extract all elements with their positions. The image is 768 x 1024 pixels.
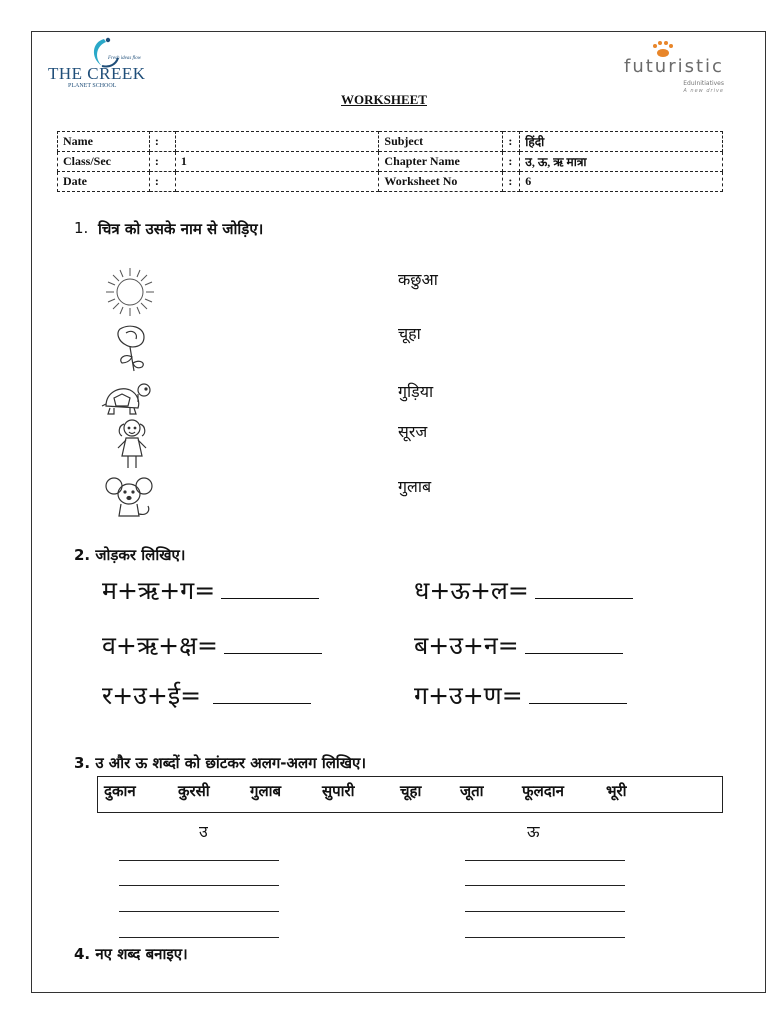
equation-text: ध+ऊ+ल= (414, 576, 529, 605)
brand-logo (622, 40, 726, 96)
column-heading-u: उ (199, 822, 208, 841)
subject-value: हिंदी (520, 132, 723, 152)
match-word: चूहा (398, 324, 421, 343)
name-label: Name (58, 132, 150, 152)
name-field[interactable] (175, 132, 379, 152)
word-bank-item: भूरी (606, 782, 627, 800)
answer-line[interactable] (465, 911, 625, 912)
school-subtitle: PLANET SCHOOL (68, 83, 117, 89)
answer-blank[interactable] (221, 580, 319, 599)
brand-subtitle: EduInitiatives (683, 80, 724, 87)
rose-icon (110, 323, 152, 375)
school-name: THE CREEK (48, 64, 146, 83)
colon: : (149, 132, 175, 152)
date-label: Date (58, 172, 150, 192)
answer-blank[interactable] (535, 580, 633, 599)
equation-text: म+ऋ+ग= (102, 576, 216, 605)
answer-line[interactable] (119, 911, 279, 912)
student-info-table (57, 131, 723, 192)
school-tagline: Fresh ideas flow (108, 56, 142, 61)
match-word: कछुआ (398, 270, 438, 289)
word-bank-item: फूलदान (522, 782, 564, 800)
word-bank-item: जूता (460, 782, 484, 800)
brand-tagline: A new drive (683, 88, 724, 94)
q1-number: 1. (74, 219, 89, 237)
answer-blank[interactable] (213, 685, 311, 704)
answer-blank[interactable] (529, 685, 627, 704)
word-bank-item: सुपारी (322, 782, 355, 800)
worksheet-no-value: 6 (520, 172, 723, 192)
column-heading-uu: ऊ (527, 822, 540, 841)
equation-text: ग+उ+ण= (414, 681, 523, 710)
colon: : (503, 152, 520, 172)
match-word: गुड़िया (398, 382, 434, 401)
date-field[interactable] (175, 172, 379, 192)
equation-text: र+उ+ई= (102, 681, 202, 710)
answer-blank[interactable] (224, 635, 322, 654)
chapter-value: उ, ऊ, ऋ मात्रा (520, 152, 723, 172)
colon: : (503, 172, 520, 192)
mouse-icon (104, 474, 154, 522)
q4-instruction: 4. नए शब्द बनाइए। (74, 945, 188, 963)
info-row (58, 152, 723, 172)
equation-row (102, 628, 322, 662)
match-word: सूरज (398, 422, 428, 441)
answer-line[interactable] (465, 937, 625, 938)
colon: : (503, 132, 520, 152)
chapter-label: Chapter Name (379, 152, 503, 172)
q3-instruction: 3. उ और ऊ शब्दों को छांटकर अलग-अलग लिखिए। (74, 754, 367, 772)
class-value: 1 (175, 152, 379, 172)
word-bank-item: चूहा (400, 782, 422, 800)
answer-line[interactable] (465, 860, 625, 861)
answer-line[interactable] (119, 885, 279, 886)
equation-row (414, 628, 623, 662)
worksheet-title: WORKSHEET (341, 92, 427, 107)
turtle-icon (100, 380, 152, 418)
equation-text: व+ऋ+क्ष= (102, 631, 218, 660)
word-bank-item: दुकान (104, 782, 136, 800)
brand-name: futuristic (624, 56, 724, 77)
equation-row (414, 678, 627, 712)
subject-label: Subject (379, 132, 503, 152)
school-logo (48, 36, 160, 92)
info-row (58, 172, 723, 192)
answer-line[interactable] (119, 860, 279, 861)
answer-blank[interactable] (525, 635, 623, 654)
q2-instruction: 2. जोड़कर लिखिए। (74, 546, 186, 564)
match-word: गुलाब (398, 477, 432, 496)
info-row (58, 132, 723, 152)
class-label: Class/Sec (58, 152, 150, 172)
colon: : (149, 172, 175, 192)
equation-text: ब+उ+न= (414, 631, 519, 660)
answer-line[interactable] (119, 937, 279, 938)
sun-icon (104, 266, 156, 318)
equation-row (102, 573, 319, 607)
doll-icon (114, 416, 150, 472)
q1-instruction: चित्र को उसके नाम से जोड़िए। (98, 220, 264, 238)
equation-row (102, 678, 311, 712)
worksheet-no-label: Worksheet No (379, 172, 503, 192)
word-bank-box (97, 776, 723, 813)
equation-row (414, 573, 633, 607)
colon: : (149, 152, 175, 172)
word-bank-item: गुलाब (250, 782, 282, 800)
word-bank-item: कुरसी (178, 782, 210, 800)
answer-line[interactable] (465, 885, 625, 886)
